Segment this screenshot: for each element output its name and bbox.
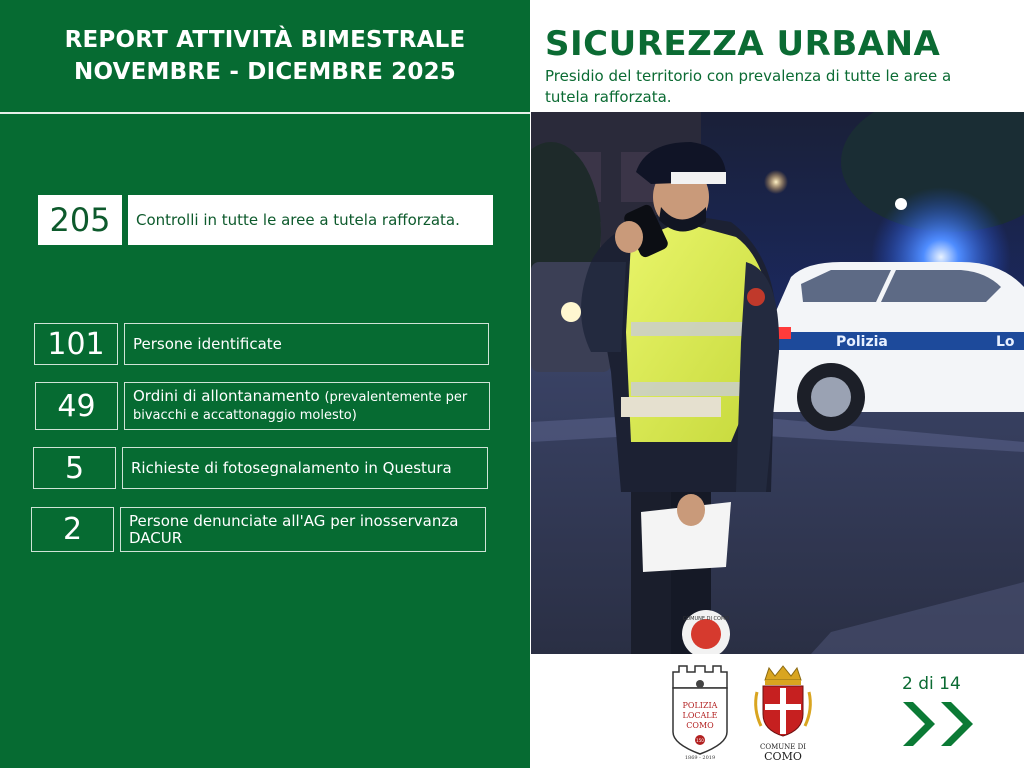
report-header [0, 0, 530, 112]
stat-label [128, 195, 493, 245]
section-header [531, 0, 1024, 112]
stat-value: 205 [38, 195, 122, 245]
photo-illustration [531, 112, 1024, 654]
stat-label [124, 382, 490, 430]
stat-denunciate [31, 507, 486, 552]
stat-label [120, 507, 486, 552]
police-officer-photo [531, 112, 1024, 654]
polizia-logo-line1: POLIZIA [682, 701, 718, 710]
stat-label-text: Persone identificate [133, 334, 282, 353]
header-divider [0, 112, 530, 114]
report-title-line2: NOVEMBRE - DICEMBRE 2025 [74, 59, 456, 85]
stat-persone-identificate [34, 323, 489, 365]
polizia-logo-line3: COMO [686, 721, 714, 730]
car-text-2: Lo [996, 334, 1015, 350]
comune-logo-line2: COMO [764, 750, 802, 762]
stat-label-text: Richieste di fotosegnalamento in Questura [131, 458, 452, 477]
police-car [769, 262, 1024, 431]
car-text: Polizia [836, 334, 888, 350]
stat-value: 49 [35, 382, 118, 430]
stat-label-note: (prevalentemente per bivacchi e accattonaggio molesto) [133, 390, 468, 423]
next-page-button[interactable] [899, 698, 983, 750]
stat-label [124, 323, 489, 365]
paddle-text: COMUNE DI COMO [682, 616, 730, 622]
stat-label [122, 447, 488, 489]
stat-label-text: Controlli in tutte le aree a tutela rafforzata. [136, 210, 460, 229]
comune-logo-line1: COMUNE DI [760, 743, 806, 751]
report-title-line1: REPORT ATTIVITÀ BIMESTRALE [64, 27, 466, 53]
stat-value: 5 [33, 447, 116, 489]
polizia-logo-line2: LOCALE [682, 711, 718, 720]
polizia-locale-logo [667, 662, 733, 762]
page-indicator: 2 di 14 [902, 674, 961, 694]
section-subtitle: Presidio del territorio con prevalenza di tutte le aree a tutela rafforzata. [545, 67, 952, 106]
stat-controlli [38, 195, 493, 245]
comune-di-como-crest [751, 664, 815, 762]
page-footer [531, 654, 1024, 768]
double-chevron-right-icon [903, 702, 973, 746]
stat-label-text [133, 388, 481, 424]
section-title: SICUREZZA URBANA [545, 24, 941, 64]
stat-value: 101 [34, 323, 118, 365]
polizia-logo-years: 1869 - 2019 [684, 755, 716, 761]
stat-label-main: Ordini di allontanamento [133, 387, 320, 405]
stat-label-text: Persone denunciate all'AG per inosservanza DACUR [129, 511, 459, 547]
stat-value: 2 [31, 507, 114, 552]
stat-fotosegnalamento [33, 447, 488, 489]
stat-ordini-allontanamento [35, 382, 490, 430]
polizia-logo-badge: 150 [696, 738, 704, 743]
